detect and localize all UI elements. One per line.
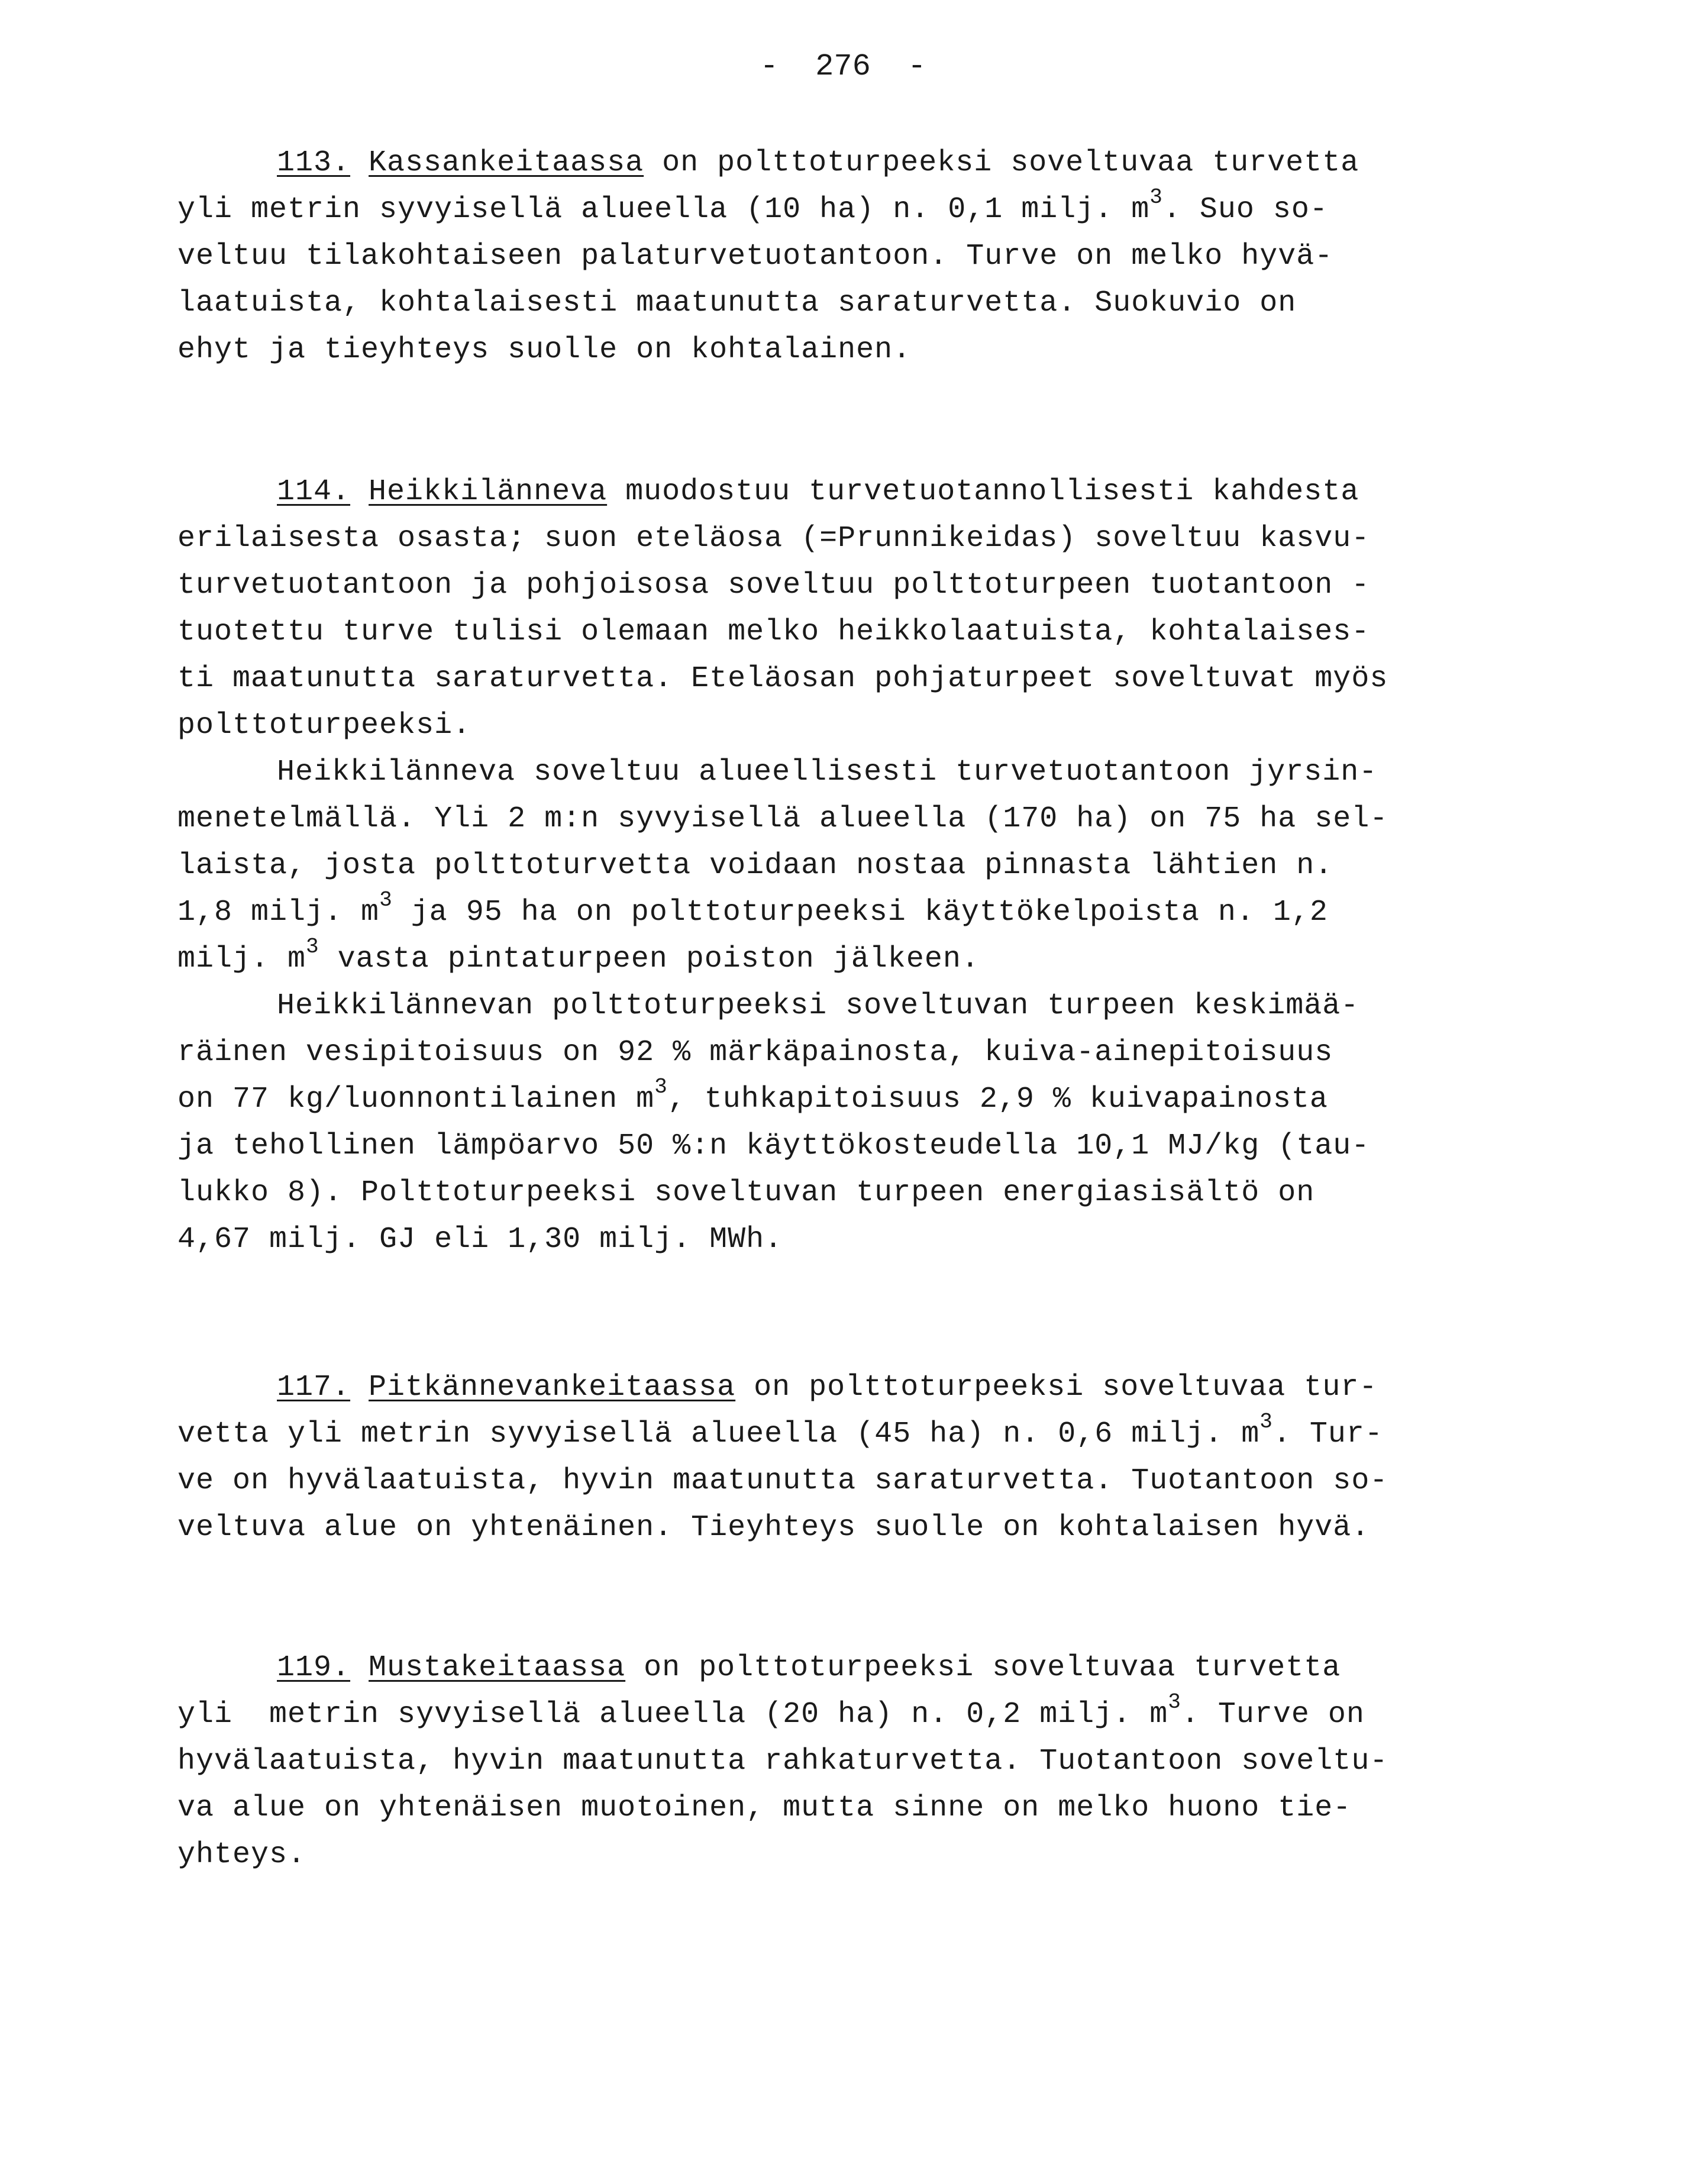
section-number: 117. [277,1371,351,1404]
line-text: . Suo so- [1162,193,1328,227]
text-line: lukko 8). Polttoturpeeksi soveltuvan turpeen energiasisältö on [177,1176,1315,1210]
text-line: laista, josta polttoturvetta voidaan nostaa pinnasta lähtien n. [177,849,1333,883]
superscript: 3 [654,1075,668,1100]
text-line [177,889,1574,936]
peatland-name: Mustakeitaassa [369,1651,626,1685]
text-line: erilaisesta osasta; suon eteläosa (=Prunnikeidas) soveltuu kasvu- [177,522,1370,555]
line-text: on 77 kg/luonnontilainen m [177,1083,655,1116]
text-line [177,1364,1574,1411]
text-line: Heikkilännevan polttoturpeeksi soveltuvan turpeen keskimää- [277,989,1359,1023]
text-line: veltuva alue on yhtenäinen. Tieyhteys suolle on kohtalaisen hyvä. [177,1511,1370,1545]
line-text: 1,8 milj. m [177,896,380,929]
line-text: vetta yli metrin syvyisellä alueella (45 ha) n. 0,6 milj. m [177,1417,1260,1451]
peatland-name: Pitkännevankeitaassa [369,1371,736,1404]
text-line: ti maatunutta saraturvetta. Eteläosan pohjaturpeet soveltuvat myös [177,662,1388,696]
text-line: ve on hyvälaatuista, hyvin maatunutta saraturvetta. Tuotantoon so- [177,1464,1388,1498]
section-113 [177,140,1574,373]
line-text: on polttoturpeeksi soveltuvaa turvetta [644,146,1359,180]
text-line: turvetuotantoon ja pohjoisosa soveltuu polttoturpeen tuotantoon - [177,568,1370,602]
text-line: ehyt ja tieyhteys suolle on kohtalainen. [177,333,912,367]
text-line [177,1645,1574,1691]
section-number: 113. [277,146,351,180]
superscript: 3 [1259,1410,1273,1435]
section-119 [177,1645,1574,1878]
line-text: on polttoturpeeksi soveltuvaa tur- [735,1371,1378,1404]
peatland-name: Heikkilänneva [369,475,608,509]
text-line: Heikkilänneva soveltuu alueellisesti turvetuotantoon jyrsin- [277,755,1378,789]
text-line [177,186,1574,233]
section-number: 119. [277,1651,351,1685]
text-line [177,1076,1574,1123]
superscript: 3 [1149,185,1163,210]
text-line [177,1691,1574,1738]
text-line: ja tehollinen lämpöarvo 50 %:n käyttökosteudella 10,1 MJ/kg (tau- [177,1129,1370,1163]
text-line [177,1411,1574,1458]
line-text: ja 95 ha on polttoturpeeksi käyttökelpoista n. 1,2 [392,896,1328,929]
text-line [177,140,1574,186]
text-line: menetelmällä. Yli 2 m:n syvyisellä alueella (170 ha) on 75 ha sel- [177,802,1388,836]
text-line: yhteys. [177,1838,306,1872]
superscript: 3 [379,888,393,913]
text-line [177,469,1574,515]
page-number: - 276 - [760,49,926,84]
text-line: veltuu tilakohtaiseen palaturvetuotantoon. Turve on melko hyvä- [177,240,1333,273]
line-text: milj. m [177,942,306,976]
line-text: on polttoturpeeksi soveltuvaa turvetta [625,1651,1341,1685]
text-line: 4,67 milj. GJ eli 1,30 milj. MWh. [177,1223,783,1256]
superscript: 3 [306,935,319,959]
section-117 [177,1364,1574,1551]
line-text: . Tur- [1272,1417,1383,1451]
section-number: 114. [277,475,351,509]
text-line [177,936,1574,983]
peatland-name: Kassankeitaassa [369,146,644,180]
line-text: vasta pintaturpeen poiston jälkeen. [319,942,980,976]
line-text: muodostuu turvetuotannollisesti kahdesta [607,475,1359,509]
line-text: yli metrin syvyisellä alueella (10 ha) n. 0,1 milj. m [177,193,1150,227]
superscript: 3 [1168,1690,1181,1715]
text-line: hyvälaatuista, hyvin maatunutta rahkaturvetta. Tuotantoon soveltu- [177,1744,1388,1778]
text-line: räinen vesipitoisuus on 92 % märkäpainosta, kuiva-ainepitoisuus [177,1036,1333,1070]
text-line: polttoturpeeksi. [177,709,471,742]
line-text: , tuhkapitoisuus 2,9 % kuivapainosta [667,1083,1328,1116]
text-line: laatuista, kohtalaisesti maatunutta saraturvetta. Suokuvio on [177,286,1297,320]
section-114 [177,469,1574,1263]
line-text: yli metrin syvyisellä alueella (20 ha) n. 0,2 milj. m [177,1698,1168,1731]
line-text: . Turve on [1181,1698,1365,1731]
text-line: tuotettu turve tulisi olemaan melko heikkolaatuista, kohtalaises- [177,615,1370,649]
text-line: va alue on yhtenäisen muotoinen, mutta sinne on melko huono tie- [177,1791,1352,1825]
